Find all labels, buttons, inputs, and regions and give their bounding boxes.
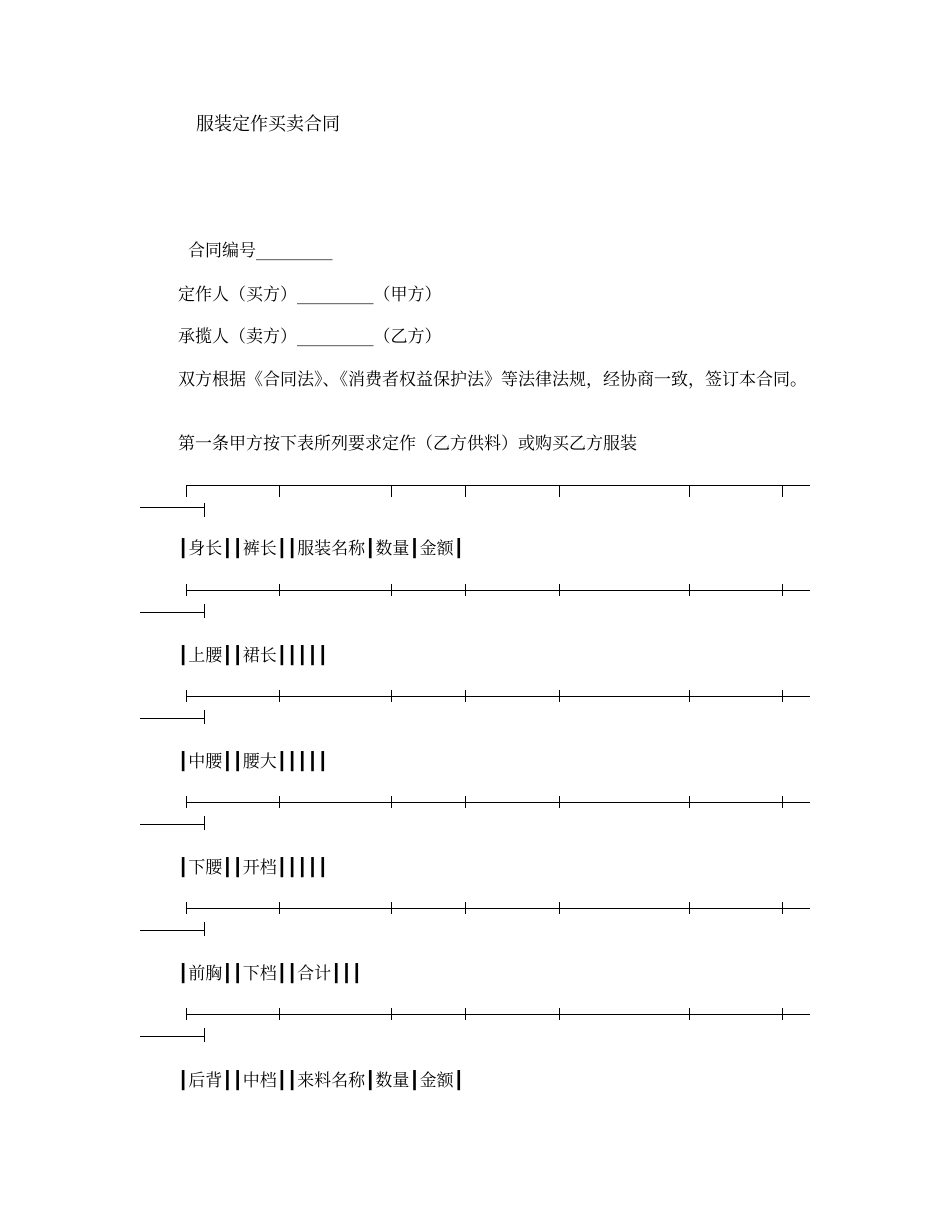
seller-line: 承揽人（卖方）_________（乙方） — [178, 327, 442, 347]
table-separator-tail — [140, 612, 205, 613]
table-row: ┃上腰┃┃裙长┃┃┃┃┃ — [178, 646, 328, 666]
document-title: 服装定作买卖合同 — [196, 114, 340, 135]
table-row: ┃后背┃┃中档┃┃来料名称┃数量┃金额┃ — [178, 1071, 464, 1091]
table-tick — [782, 796, 783, 808]
table-tick — [391, 796, 392, 808]
table-tick — [689, 584, 690, 596]
table-tick — [186, 902, 187, 914]
table-tick — [689, 902, 690, 914]
table-tick — [782, 584, 783, 596]
table-tick — [465, 690, 466, 702]
table-tick — [782, 1008, 783, 1020]
table-tick — [782, 902, 783, 914]
table-tick — [391, 902, 392, 914]
table-tick — [186, 796, 187, 808]
table-row: ┃下腰┃┃开档┃┃┃┃┃ — [178, 858, 328, 878]
table-row: ┃身长┃┃裤长┃┃服装名称┃数量┃金额┃ — [178, 539, 464, 559]
table-tick — [689, 796, 690, 808]
table-tick — [279, 902, 280, 914]
table-tick — [465, 485, 466, 497]
table-tick — [559, 690, 560, 702]
table-separator-tail-end — [204, 604, 205, 618]
table-tick — [689, 485, 690, 497]
table-tick — [782, 690, 783, 702]
table-tick — [465, 584, 466, 596]
article-one-heading: 第一条甲方按下表所列要求定作（乙方供料）或购买乙方服装 — [178, 434, 637, 454]
table-tick — [465, 1008, 466, 1020]
table-tick — [391, 584, 392, 596]
table-separator-tail — [140, 1036, 205, 1037]
table-tick — [279, 690, 280, 702]
table-separator-tail-end — [204, 922, 205, 936]
table-tick — [279, 1008, 280, 1020]
contract-number-line: 合同编号_________ — [188, 241, 333, 261]
table-tick — [465, 796, 466, 808]
table-corner — [186, 485, 187, 497]
table-tick — [391, 690, 392, 702]
intro-paragraph: 双方根据《合同法》、《消费者权益保护法》等法律法规，经协商一致，签订本合同。 — [178, 370, 807, 390]
table-tick — [186, 690, 187, 702]
table-tick — [186, 1008, 187, 1020]
table-separator-tail-end — [204, 1028, 205, 1042]
table-tick — [782, 485, 783, 497]
table-separator-tail — [140, 824, 205, 825]
table-border-tail-end — [204, 503, 205, 517]
table-tick — [689, 690, 690, 702]
table-tick — [559, 1008, 560, 1020]
table-tick — [559, 902, 560, 914]
table-tick — [186, 584, 187, 596]
table-tick — [279, 796, 280, 808]
table-tick — [279, 584, 280, 596]
table-border-tail — [140, 507, 205, 508]
table-tick — [391, 485, 392, 497]
table-row: ┃中腰┃┃腰大┃┃┃┃┃ — [178, 752, 328, 772]
table-tick — [559, 584, 560, 596]
table-tick — [689, 1008, 690, 1020]
table-separator-tail — [140, 718, 205, 719]
table-tick — [559, 485, 560, 497]
table-tick — [279, 485, 280, 497]
table-tick — [559, 796, 560, 808]
table-separator-tail — [140, 930, 205, 931]
table-tick — [465, 902, 466, 914]
table-tick — [391, 1008, 392, 1020]
buyer-line: 定作人（买方）_________（甲方） — [178, 285, 442, 305]
table-separator-tail-end — [204, 710, 205, 724]
table-row: ┃前胸┃┃下档┃┃合计┃┃┃ — [178, 964, 362, 984]
table-separator-tail-end — [204, 816, 205, 830]
